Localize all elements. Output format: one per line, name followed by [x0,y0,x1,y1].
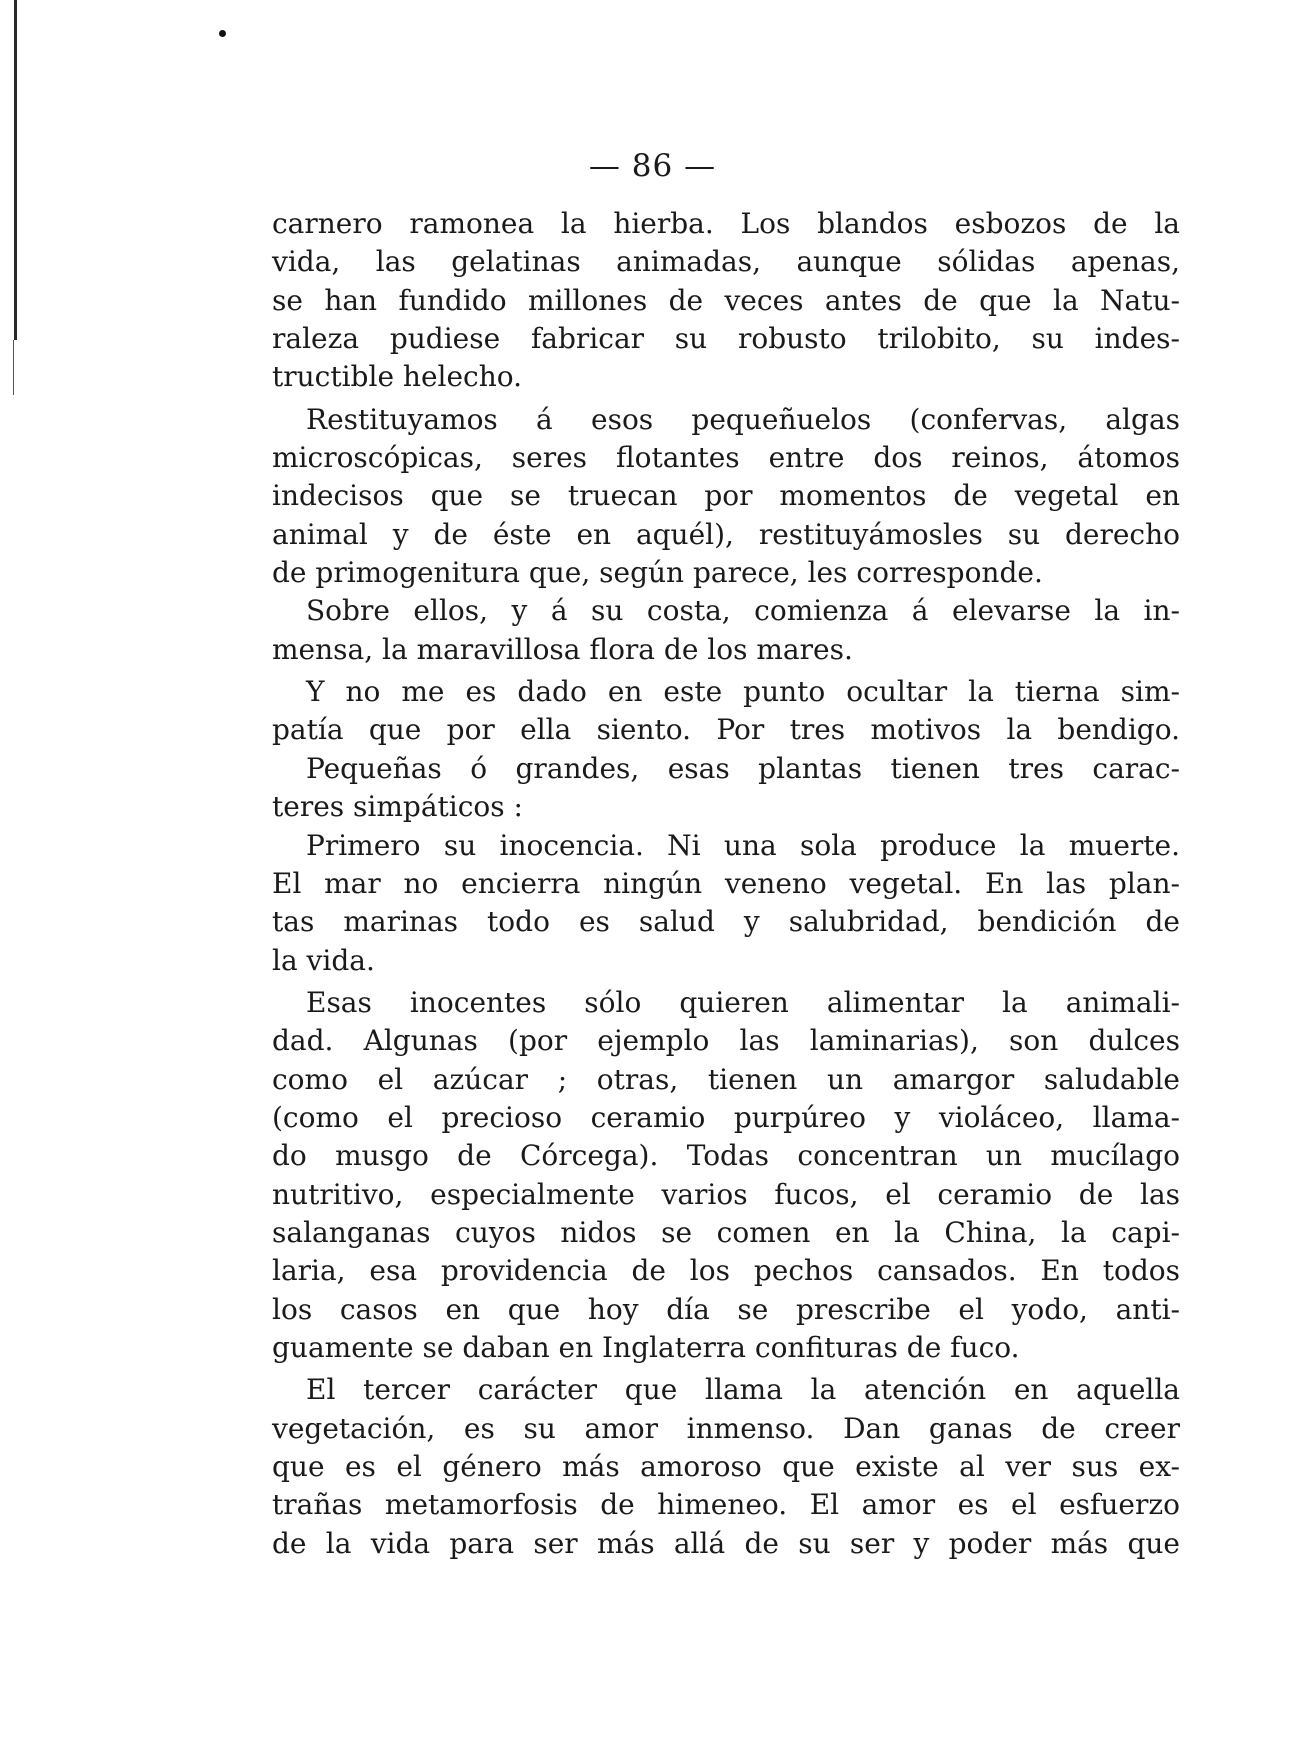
text-line: nutritivo, especialmente varios fucos, el ceramio de las [272,1177,1180,1211]
text-line: tas marinas todo es salud y salubridad, bendición de [272,905,1180,939]
text-line: indecisos que se truecan por momentos de vegetal en [272,479,1180,513]
text-line: laria, esa providencia de los pechos cansados. En todos [272,1254,1180,1288]
text-line: mensa, la maravillosa flora de los mares. [272,632,853,666]
page-number: — 86 — [588,148,717,184]
text-line: guamente se daban en Inglaterra confituras de fuco. [272,1330,1020,1364]
text-line: carnero ramonea la hierba. Los blandos esbozos de la [272,207,1180,240]
text-line: Restituyamos á esos pequeñuelos (confervas, algas [306,402,1180,436]
text-line: vida, las gelatinas animadas, aunque sólidas apenas, [272,245,1180,279]
text-line: trañas metamorfosis de himeneo. El amor es el esfuerzo [272,1488,1180,1522]
text-line: do musgo de Córcega). Todas concentran un mucílago [272,1139,1180,1173]
text-line: de la vida para ser más allá de su ser y poder más que [272,1526,1180,1560]
text-line: los casos en que hoy día se prescribe el yodo, anti- [272,1292,1180,1326]
text-line: animal y de éste en aquél), restituyámosles su derecho [272,517,1180,551]
ink-dot-mark [219,30,226,37]
text-line: la vida. [272,943,375,977]
text-line: dad. Algunas (por ejemplo las laminarias), son dulces [272,1024,1180,1058]
text-line: Esas inocentes sólo quieren alimentar la animali- [306,985,1180,1019]
text-line: El mar no encierra ningún veneno vegetal. En las plan- [272,866,1180,900]
text-line: Y no me es dado en este punto ocultar la tierna sim- [306,675,1180,709]
text-line: (como el precioso ceramio purpúreo y violáceo, llama- [272,1100,1180,1134]
text-line: tructible helecho. [272,360,523,394]
text-line: vegetación, es su amor inmenso. Dan ganas de creer [272,1411,1180,1445]
text-line: que es el género más amoroso que existe al ver sus ex- [272,1450,1180,1483]
text-line: Sobre ellos, y á su costa, comienza á elevarse la in- [306,594,1180,628]
text-line: Pequeñas ó grandes, esas plantas tienen tres carac- [306,751,1180,785]
text-line: raleza pudiese fabricar su robusto trilobito, su indes- [272,322,1180,356]
text-line: como el azúcar ; otras, tienen un amargor saludable [272,1062,1180,1096]
text-line: se han fundido millones de veces antes de que la Natu- [272,283,1180,317]
text-line: Primero su inocencia. Ni una sola produce la muerte. [306,828,1180,862]
text-line: patía que por ella siento. Por tres motivos la bendigo. [272,713,1180,747]
binding-edge-line-lower [13,340,14,395]
text-line: de primogenitura que, según parece, les corresponde. [272,556,1043,590]
body-text [272,205,1180,1563]
text-line: salanganas cuyos nidos se comen en la China, la capi- [272,1215,1180,1249]
text-line: microscópicas, seres flotantes entre dos reinos, átomos [272,441,1180,475]
text-line: teres simpáticos : [272,790,523,824]
text-line: El tercer carácter que llama la atención en aquella [306,1373,1180,1407]
